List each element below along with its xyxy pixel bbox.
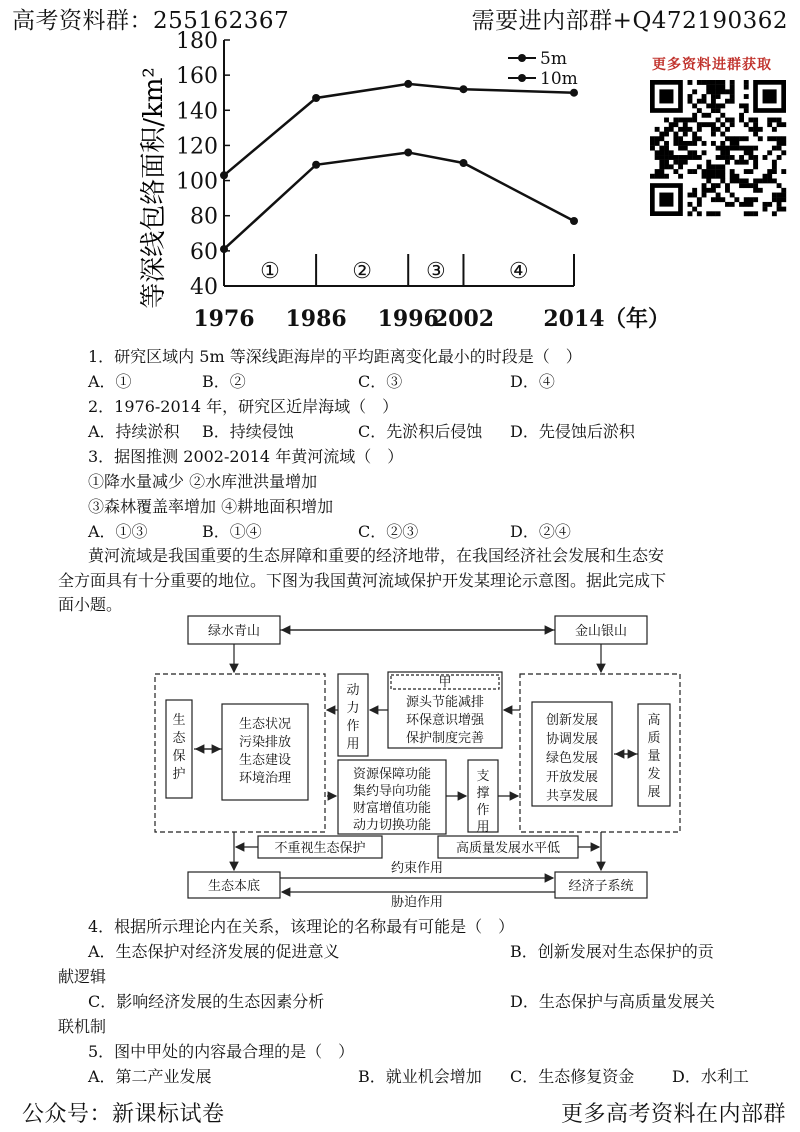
- eco-status-line-4: 环境治理: [238, 771, 292, 786]
- support-char-4: 用: [476, 820, 490, 835]
- x-tick-label: 2014: [543, 306, 605, 332]
- jia-label: 甲: [438, 675, 452, 690]
- driving-char-2: 力: [346, 701, 360, 716]
- q1-option-a: A．①: [88, 372, 132, 391]
- data-point-5m: [220, 245, 228, 253]
- data-point-10m: [570, 89, 578, 97]
- q5-stem: 5．图中甲处的内容最合理的是（ ）: [88, 1042, 355, 1061]
- q4-option-c: C．影响经济发展的生态因素分析: [88, 992, 325, 1011]
- series-line-10m: [224, 84, 574, 175]
- eco-protect-char-2: 态: [172, 731, 186, 746]
- q4-option-b-line-1: B．创新发展对生态保护的贡: [510, 942, 714, 961]
- x-tick-label: 1996: [377, 306, 439, 332]
- label-green-mountains: 绿水青山: [207, 624, 261, 639]
- driving-char-3: 作: [346, 719, 360, 734]
- q4-option-d-line-1: D．生态保护与高质量发展关: [510, 992, 715, 1011]
- header-group-number: 高考资料群：255162367: [12, 8, 290, 34]
- development-2: 协调发展: [545, 732, 599, 747]
- support-char-1: 支: [476, 769, 490, 784]
- development-4: 开放发展: [545, 770, 599, 785]
- q2-option-d: D．先侵蚀后淤积: [510, 422, 635, 441]
- period-label-1: ①: [260, 259, 280, 284]
- data-point-10m: [404, 80, 412, 88]
- q1-stem: 1．研究区域内 5m 等深线距海岸的平均距离变化最小的时段是（ ）: [88, 347, 582, 366]
- y-tick-label: 100: [176, 169, 218, 195]
- period-label-3: ③: [425, 259, 446, 284]
- y-axis-label: 等深线包络面积/km²: [139, 67, 169, 309]
- data-point-5m: [404, 148, 412, 156]
- q5-option-c: C．生态修复资金: [510, 1067, 635, 1086]
- function-line-1: 资源保障功能: [352, 767, 432, 782]
- promo-text: 更多资料进群获取: [652, 57, 772, 73]
- function-line-3: 财富增值功能: [352, 801, 432, 816]
- eco-protect-char-4: 护: [172, 767, 186, 782]
- y-tick-label: 180: [176, 29, 218, 54]
- q4-option-a: A．生态保护对经济发展的促进意义: [88, 942, 340, 961]
- label-low-quality: 高质量发展水平低: [455, 841, 561, 856]
- support-char-2: 撑: [476, 786, 490, 801]
- development-5: 共享发展: [545, 789, 599, 804]
- high-quality-char-5: 展: [647, 785, 661, 800]
- data-point-5m: [570, 217, 578, 225]
- x-tick-label: 1986: [285, 306, 347, 332]
- label-restraint: 约束作用: [390, 861, 444, 876]
- eco-protect-char-1: 生: [172, 713, 186, 728]
- high-quality-char-1: 高: [647, 713, 661, 728]
- y-tick-label: 40: [190, 275, 218, 300]
- q2-stem: 2．1976-2014 年，研究区近岸海域（ ）: [88, 397, 399, 416]
- q5-option-b: B．就业机会增加: [358, 1067, 482, 1086]
- jia-line-3: 保护制度完善: [405, 731, 485, 746]
- x-tick-label: 1976: [193, 306, 255, 332]
- q3-option-d: D．②④: [510, 522, 571, 541]
- eco-protect-char-3: 保: [172, 749, 186, 764]
- jia-line-1: 源头节能减排: [405, 695, 485, 710]
- y-tick-label: 60: [190, 239, 218, 265]
- data-point-5m: [312, 161, 320, 169]
- x-unit-label: （年）: [604, 306, 671, 332]
- eco-status-line-2: 污染排放: [238, 735, 292, 750]
- qr-code-image: [650, 80, 786, 216]
- intro-line-2: 全方面具有十分重要的地位。下图为我国黄河流域保护开发某理论示意图。据此完成下: [58, 571, 667, 590]
- q3-option-c: C．②③: [358, 522, 419, 541]
- eco-status-line-1: 生态状况: [238, 717, 292, 732]
- q5-option-d: D．水利工: [672, 1067, 749, 1086]
- footer-official-account: 公众号：新课标试卷: [22, 1102, 225, 1127]
- footer-more-materials: 更多高考资料在内部群: [560, 1102, 786, 1127]
- legend-marker-5m: [518, 54, 526, 62]
- data-point-10m: [312, 94, 320, 102]
- q1-option-b: B．②: [202, 372, 246, 391]
- q4-option-b-line-2: 献逻辑: [58, 967, 107, 986]
- q3-stem: 3．据图推测 2002-2014 年黄河流域（ ）: [88, 447, 404, 466]
- q4-option-d-line-2: 联机制: [58, 1017, 107, 1036]
- y-tick-label: 80: [190, 204, 218, 230]
- development-1: 创新发展: [545, 713, 599, 728]
- q3-statement-line-1: ①降水量减少 ②水库泄洪量增加: [88, 472, 318, 491]
- development-3: 绿色发展: [545, 751, 599, 766]
- data-point-10m: [459, 85, 467, 93]
- high-quality-char-3: 量: [647, 749, 661, 764]
- legend-label-10m: 10m: [540, 69, 578, 89]
- data-point-10m: [220, 171, 228, 179]
- q3-option-b: B．①④: [202, 522, 262, 541]
- legend-label-5m: 5m: [540, 49, 567, 69]
- high-quality-char-2: 质: [647, 731, 661, 746]
- label-gold-mountains: 金山银山: [574, 624, 628, 639]
- data-point-5m: [459, 159, 467, 167]
- function-line-2: 集约导向功能: [352, 784, 432, 799]
- jia-line-2: 环保意识增强: [405, 713, 485, 728]
- driving-char-4: 用: [346, 737, 360, 752]
- legend-marker-10m: [518, 74, 526, 82]
- q2-option-a: A．持续淤积: [88, 422, 180, 441]
- y-tick-label: 160: [176, 64, 218, 90]
- label-eco-base: 生态本底: [207, 879, 261, 894]
- y-tick-label: 140: [176, 99, 218, 125]
- q2-option-c: C．先淤积后侵蚀: [358, 422, 483, 441]
- q2-option-b: B．持续侵蚀: [202, 422, 294, 441]
- high-quality-char-4: 发: [647, 767, 661, 782]
- intro-line-3: 面小题。: [58, 595, 123, 614]
- intro-line-1: 黄河流域是我国重要的生态屏障和重要的经济地带，在我国经济社会发展和生态安: [88, 546, 665, 565]
- label-neglect-eco: 不重视生态保护: [274, 841, 366, 856]
- period-label-2: ②: [352, 259, 373, 284]
- q4-stem: 4．根据所示理论内在关系，该理论的名称最有可能是（ ）: [88, 917, 515, 936]
- q3-option-a: A．①③: [88, 522, 148, 541]
- q3-statement-line-2: ③森林覆盖率增加 ④耕地面积增加: [88, 497, 334, 516]
- y-tick-label: 120: [176, 134, 218, 160]
- label-economic-system: 经济子系统: [568, 879, 634, 894]
- depth-contour-chart: [130, 28, 670, 350]
- q1-option-c: C．③: [358, 372, 403, 391]
- q5-option-a: A．第二产业发展: [88, 1067, 212, 1086]
- period-label-4: ④: [508, 259, 529, 284]
- yellow-river-theory-diagram: [150, 608, 690, 910]
- series-line-5m: [224, 152, 574, 249]
- function-line-4: 动力切换功能: [352, 818, 432, 833]
- x-tick-label: 2002: [432, 306, 495, 332]
- support-char-3: 作: [476, 803, 490, 818]
- driving-char-1: 动: [346, 683, 360, 698]
- header-contact: 需要进内部群+Q472190362: [471, 8, 788, 34]
- label-coercion: 胁迫作用: [390, 895, 444, 910]
- eco-status-line-3: 生态建设: [238, 753, 292, 768]
- q1-option-d: D．④: [510, 372, 555, 391]
